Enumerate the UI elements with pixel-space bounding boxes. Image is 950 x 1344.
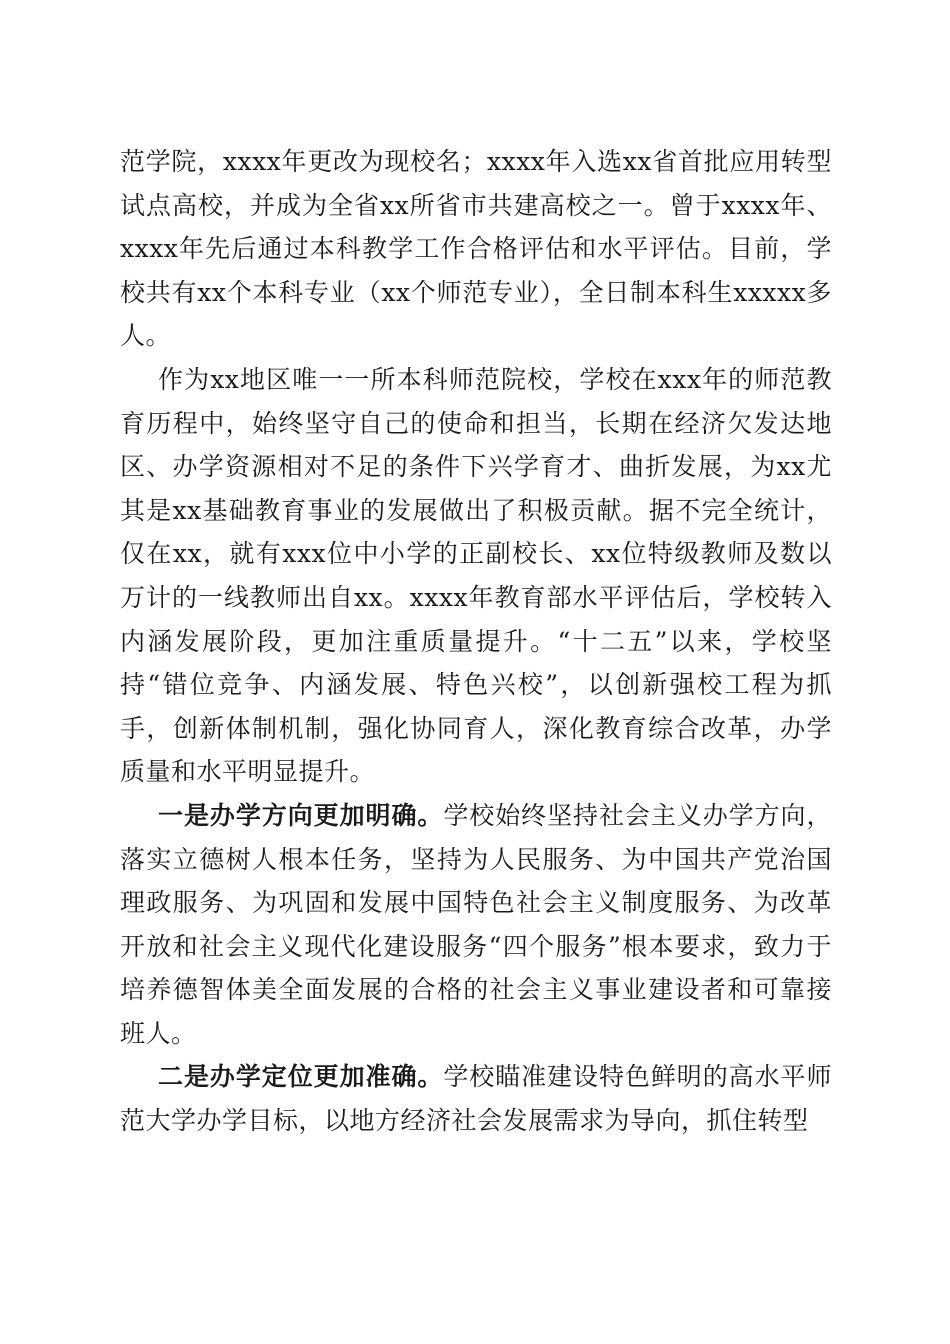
document-body: [120, 140, 832, 1143]
paragraph-positioning: [120, 1055, 832, 1142]
paragraph-school-history: [120, 140, 832, 358]
paragraph-text: 学校始终坚持社会主义办学方向，落实立德树人根本任务，坚持为人民服务、为中国共产党治国理政服务、为巩固和发展中国特色社会主义制度服务、为改革开放和社会主义现代化建设服务“四个服务”根本要求，致力于培养德智体美全面发展的合格的社会主义事业建设者和可靠接班人。: [120, 800, 832, 1048]
paragraph-lead-heading: 二是办学定位更加准确。: [158, 1062, 444, 1092]
paragraph-teacher-education: [120, 358, 832, 794]
paragraph-direction: [120, 794, 832, 1056]
paragraph-text: 学校瞄准建设特色鲜明的高水平师范大学办学目标，以地方经济社会发展需求为导向，抓住转型: [120, 1062, 832, 1136]
paragraph-text: 作为xx地区唯一一所本科师范院校，学校在xxx年的师范教育历程中，始终坚守自己的使命和担当，长期在经济欠发达地区、办学资源相对不足的条件下兴学育才、曲折发展，为xx尤其是xx基础教育事业的发展做出了积极贡献。据不完全统计，仅在xx，就有xxx位中小学的正副校长、xx位特级教师及数以万计的一线教师出自xx。xxxx年教育部水平评估后，学校转入内涵发展阶段，更加注重质量提升。“十二五”以来，学校坚持“错位竞争、内涵发展、特色兴校”，以创新强校工程为抓手，创新体制机制，强化协同育人，深化教育综合改革，办学质量和水平明显提升。: [120, 364, 832, 787]
paragraph-text: 范学院，xxxx年更改为现校名；xxxx年入选xx省首批应用转型试点高校，并成为全省xx所省市共建高校之一。曾于xxxx年、xxxx年先后通过本科教学工作合格评估和水平评估。目前，学校共有xx个本科专业（xx个师范专业），全日制本科生xxxxx多人。: [120, 147, 832, 351]
paragraph-lead-heading: 一是办学方向更加明确。: [158, 800, 444, 830]
